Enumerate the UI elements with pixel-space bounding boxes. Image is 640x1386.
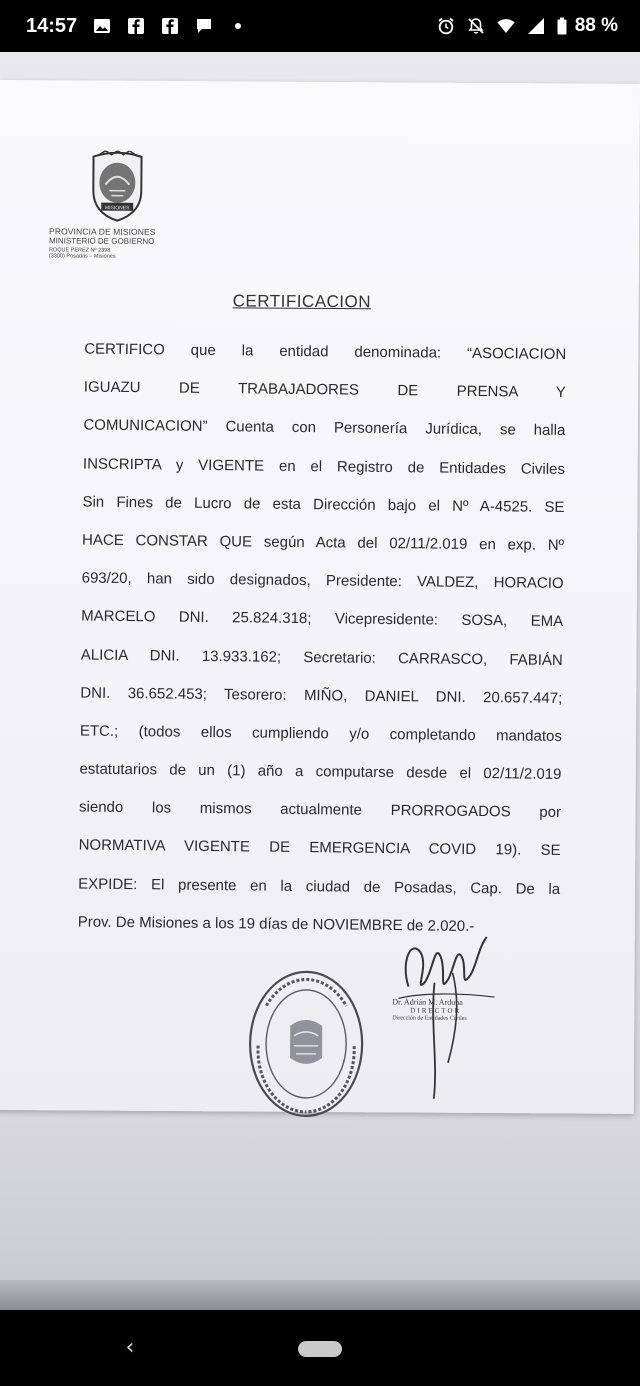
body-line: DNI. 36.652.453; Tesorero: MIÑO, DANIEL DNI. 20.657.447; bbox=[80, 684, 563, 707]
body-line: ALICIA DNI. 13.933.162; Secretario: CARRASCO, FABIÁN bbox=[80, 646, 563, 669]
body-line: CERTIFICO que la entidad denominada: “ASOCIACION bbox=[84, 340, 567, 363]
letterhead bbox=[49, 226, 156, 260]
official-seal-icon bbox=[246, 966, 367, 1123]
body-line: COMUNICACION” Cuenta con Personería Jurídica, se halla bbox=[83, 416, 566, 440]
home-pill-button[interactable] bbox=[298, 1341, 342, 1357]
signer-block bbox=[392, 997, 467, 1021]
status-left bbox=[26, 15, 263, 38]
image-icon bbox=[93, 17, 111, 35]
province-crest-icon bbox=[85, 151, 149, 223]
wifi-icon bbox=[497, 17, 515, 35]
navigation-bar bbox=[0, 1310, 640, 1386]
signal-icon bbox=[527, 17, 545, 35]
document-title: CERTIFICACION bbox=[232, 291, 372, 312]
body-line: NORMATIVA VIGENTE DE EMERGENCIA COVID 19). SE bbox=[78, 836, 561, 860]
body-line: estatutarios de un (1) año a computarse desde el 02/11/2.019 bbox=[79, 760, 562, 784]
alarm-icon bbox=[437, 17, 455, 35]
facebook-icon bbox=[161, 17, 179, 35]
body-line: HACE CONSTAR QUE según Acta del 02/11/2.019 en exp. Nº bbox=[81, 531, 565, 554]
letterhead-province: PROVINCIA DE MISIONES bbox=[49, 226, 156, 237]
notifications-off-icon bbox=[467, 17, 485, 35]
status-bar bbox=[0, 0, 640, 52]
body-line: 693/20, han sido designados, Presidente: VALDEZ, HORACIO bbox=[81, 569, 564, 593]
facebook-icon bbox=[127, 17, 145, 35]
message-icon bbox=[195, 17, 213, 35]
document-paper bbox=[0, 80, 640, 1114]
certificate-body bbox=[78, 331, 567, 947]
body-line: Sin Fines de Lucro de esta Dirección bajo el Nº A-4525. SE bbox=[82, 493, 565, 516]
status-time: 14:57 bbox=[26, 14, 78, 37]
body-line: MARCELO DNI. 25.824.318; Vicepresidente: SOSA, EMA bbox=[81, 607, 564, 631]
back-icon[interactable]: ‹ bbox=[125, 1335, 135, 1360]
body-line: siendo los mismos actualmente PRORROGADOS por bbox=[78, 798, 562, 822]
document-photo bbox=[0, 52, 640, 1310]
letterhead-address: ROQUE PEREZ Nº 2398 bbox=[48, 247, 111, 254]
body-line: Prov. De Misiones a los 19 días de NOVIEMBRE de 2.020.- bbox=[77, 913, 475, 935]
crest-text: MISIONES bbox=[104, 205, 130, 212]
battery-icon bbox=[557, 17, 567, 35]
body-line: IGUAZU DE TRABAJADORES DE PRENSA Y bbox=[83, 378, 566, 402]
body-line: ETC.; (todos ellos cumpliendo y/o completando mandatos bbox=[79, 722, 562, 745]
signer-department: Dirección de Entidades Civiles bbox=[392, 1015, 467, 1022]
battery-percent: 88 % bbox=[574, 15, 618, 36]
letterhead-city: (3300) Posadas – Misiones bbox=[48, 253, 116, 260]
photo-bottom-edge bbox=[0, 1280, 640, 1310]
status-right bbox=[425, 15, 618, 37]
body-line: INSCRIPTA y VIGENTE en el Registro de Entidades Civiles bbox=[82, 455, 566, 478]
dot-icon bbox=[229, 17, 247, 35]
signer-title: DIRECTOR bbox=[410, 1006, 462, 1015]
letterhead-ministry: MINISTERIO DE GOBIERNO bbox=[48, 236, 155, 246]
signer-name: Dr. Adrián M. Arduna bbox=[392, 997, 463, 1007]
body-line: EXPIDE: El presente en la ciudad de Posadas, Cap. De la bbox=[78, 875, 561, 898]
